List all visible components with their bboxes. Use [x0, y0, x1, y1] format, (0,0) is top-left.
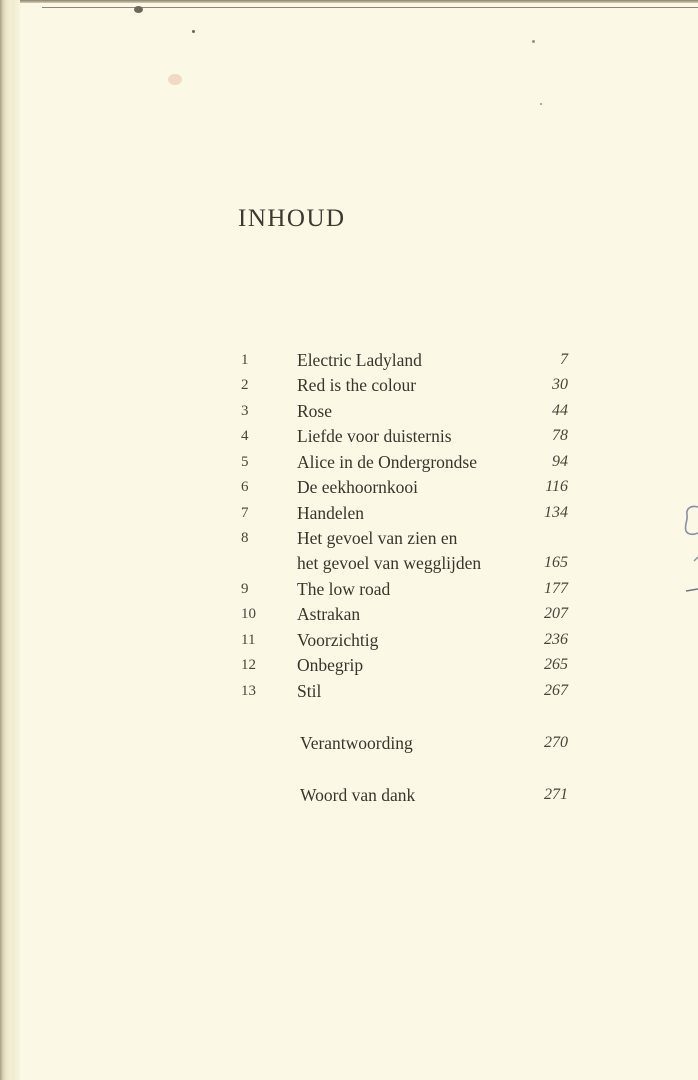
- toc-row: [0, 474, 698, 500]
- page-number: 265: [544, 656, 568, 673]
- chapter-title: Handelen: [297, 503, 365, 523]
- chapter-title: Het gevoel van zien en: [297, 528, 458, 548]
- toc-row-continuation: [0, 550, 698, 576]
- chapter-number: 12: [241, 657, 256, 673]
- back-matter-title: Woord van dank: [300, 785, 416, 805]
- chapter-number: 11: [241, 632, 256, 648]
- page-number: 94: [552, 453, 568, 470]
- toc-row: [0, 398, 698, 424]
- page-number: 78: [552, 427, 568, 444]
- chapter-title-line2: het gevoel van wegglijden: [297, 553, 482, 573]
- page-number: 7: [560, 351, 568, 368]
- page-number: 134: [544, 504, 568, 521]
- toc-row: [0, 372, 698, 398]
- speck: [192, 30, 195, 33]
- page-number: 44: [552, 402, 568, 419]
- chapter-title: Voorzichtig: [297, 630, 379, 650]
- page-number: 236: [544, 631, 568, 648]
- chapter-title: Astrakan: [297, 604, 361, 624]
- chapter-number: 9: [241, 581, 249, 597]
- chapter-number: 4: [241, 428, 249, 444]
- page-number: 270: [544, 734, 568, 751]
- chapter-title: Liefde voor duisternis: [297, 426, 452, 446]
- page-top-edge: [0, 0, 698, 3]
- page-number: 165: [544, 554, 568, 571]
- chapter-title: Rose: [297, 401, 332, 421]
- pencil-mark: [680, 505, 698, 615]
- toc-row: [0, 449, 698, 475]
- page-number: 116: [545, 478, 568, 495]
- chapter-number: 10: [241, 606, 256, 622]
- chapter-number: 5: [241, 454, 249, 470]
- speck: [532, 40, 535, 43]
- chapter-title: Alice in de Ondergrondse: [297, 452, 477, 472]
- toc-row: [0, 576, 698, 602]
- chapter-title: Red is the colour: [297, 375, 417, 395]
- ink-blot: [134, 6, 143, 13]
- stain-spot: [168, 74, 182, 85]
- page-title: INHOUD: [238, 204, 346, 232]
- toc-row: [0, 652, 698, 678]
- chapter-title: The low road: [297, 579, 391, 599]
- chapter-number: 6: [241, 479, 249, 495]
- speck: [540, 103, 542, 105]
- back-matter-row: [0, 782, 698, 808]
- toc-row: [0, 423, 698, 449]
- toc-row: [0, 627, 698, 653]
- back-matter-row: [0, 730, 698, 756]
- chapter-number: 2: [241, 377, 249, 393]
- chapter-number: 13: [241, 683, 256, 699]
- page-number: 207: [544, 605, 568, 622]
- page-number: 30: [552, 376, 568, 393]
- chapter-number: 3: [241, 403, 249, 419]
- toc-row: [0, 347, 698, 373]
- chapter-number: 1: [241, 352, 249, 368]
- chapter-number: 8: [241, 530, 249, 546]
- chapter-title: Stil: [297, 681, 322, 701]
- back-matter-title: Verantwoording: [300, 733, 413, 753]
- toc-row: [0, 525, 698, 551]
- chapter-title: Electric Ladyland: [297, 350, 422, 370]
- page-number: 271: [544, 786, 568, 803]
- chapter-title: De eekhoornkooi: [297, 477, 419, 497]
- chapter-title: Onbegrip: [297, 655, 364, 675]
- toc-row: [0, 500, 698, 526]
- page-number: 267: [544, 682, 568, 699]
- toc-row: [0, 601, 698, 627]
- chapter-number: 7: [241, 505, 249, 521]
- page-number: 177: [544, 580, 568, 597]
- toc-row: [0, 678, 698, 704]
